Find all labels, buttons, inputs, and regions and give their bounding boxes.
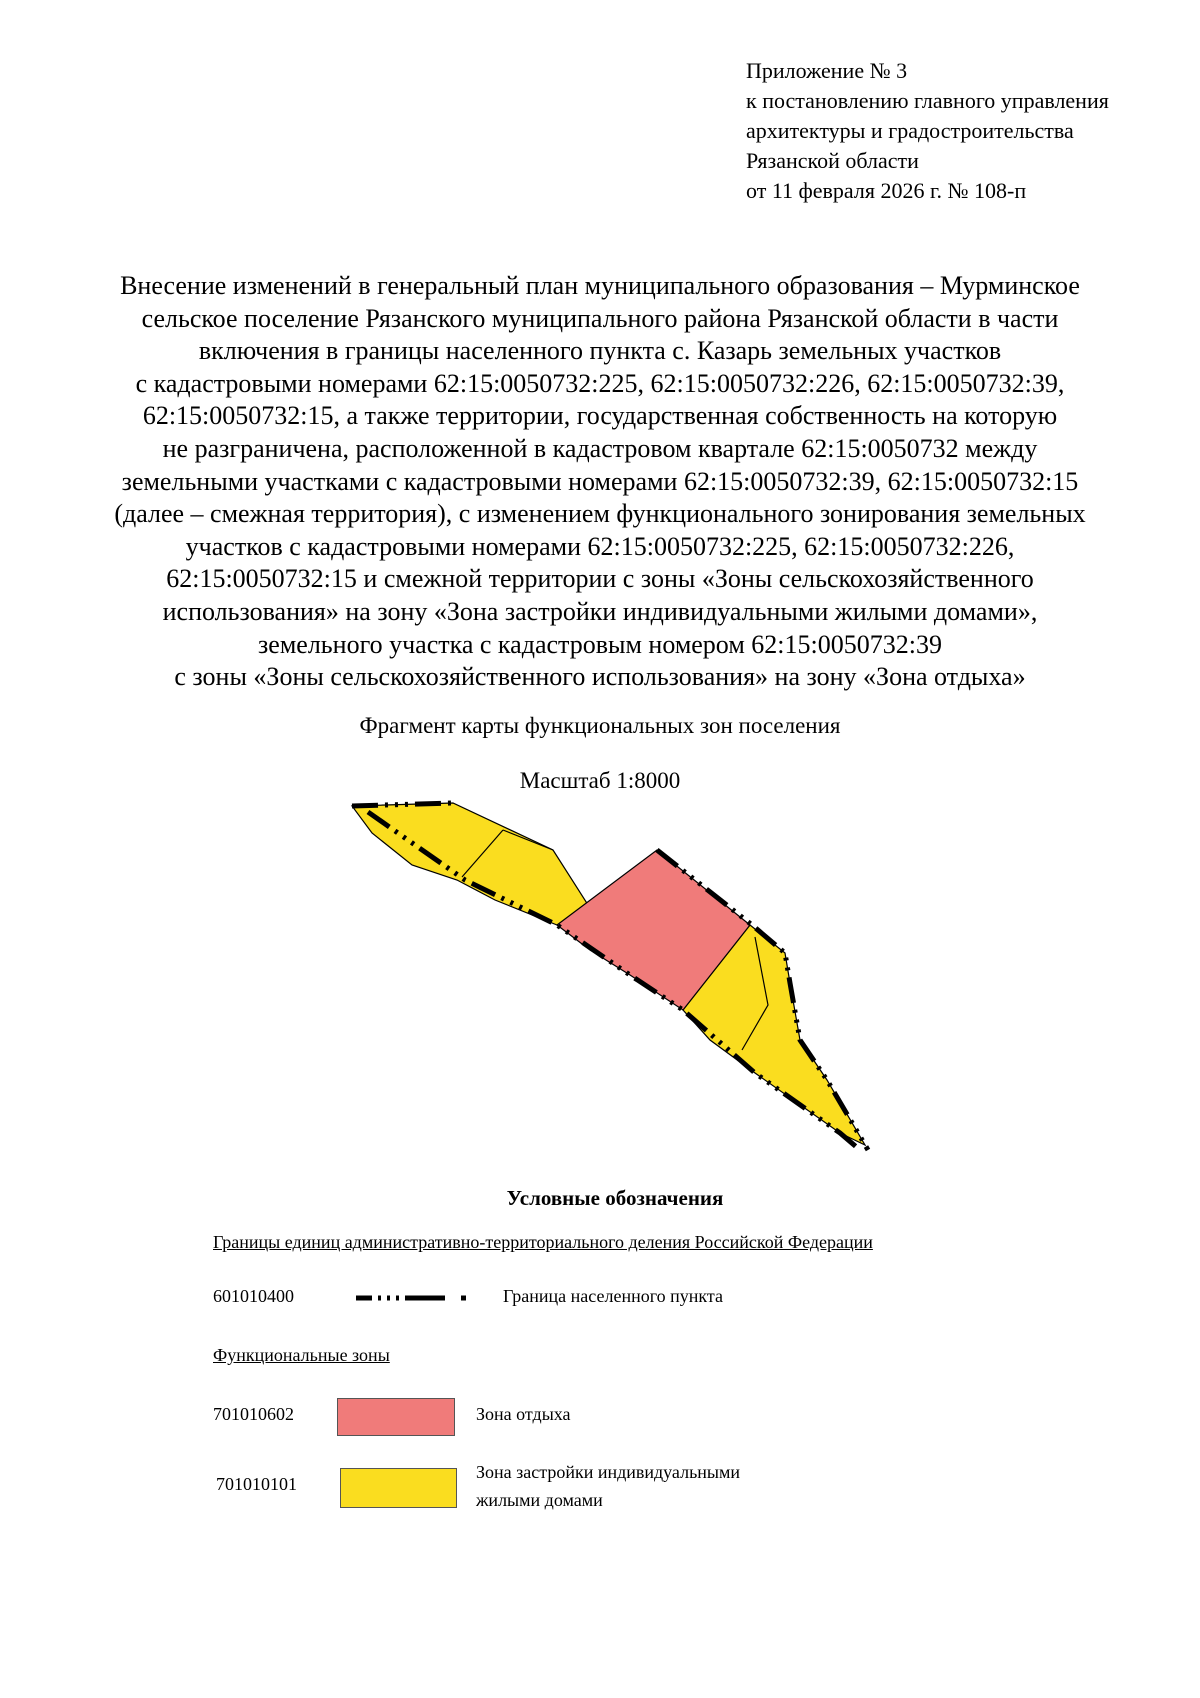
boundary-code: 601010400 [213, 1286, 294, 1306]
title-line: земельными участками с кадастровыми номерами 62:15:0050732:39, 62:15:0050732:15 [121, 466, 1079, 496]
title-line: (далее – смежная территория), с изменением функционального зонирования земельных [114, 499, 1086, 529]
annex-header [746, 56, 1186, 206]
zone-code-residential: 701010101 [216, 1474, 297, 1494]
zone-label-residential-line1: Зона застройки индивидуальными [476, 1462, 741, 1482]
title-line: не разграничена, расположенной в кадастровом квартале 62:15:0050732 между [162, 433, 1038, 463]
annex-line: Приложение № 3 [746, 58, 908, 83]
zone-map [0, 790, 1200, 1180]
boundary-label: Граница населенного пункта [503, 1286, 723, 1306]
residential-zone-west [352, 803, 590, 925]
title-line: земельного участка с кадастровым номером 62:15:0050732:39 [258, 629, 942, 659]
annex-line: архитектуры и градостроительства [746, 118, 1074, 143]
title-line: 62:15:0050732:15, а также территории, государственная собственность на которую [142, 401, 1058, 431]
zone-label-recreation: Зона отдыха [476, 1404, 571, 1424]
legend-section-zones: Функциональные зоны [213, 1345, 390, 1365]
zone-label-residential-line2: жилыми домами [476, 1490, 603, 1510]
legend-title: Условные обозначения [506, 1186, 724, 1210]
zone-swatch-residential [340, 1468, 457, 1508]
annex-line: от 11 февраля 2026 г. № 108-п [746, 178, 1027, 203]
map-scale: Масштаб 1:8000 [519, 768, 681, 793]
title-line: с зоны «Зоны сельскохозяйственного использования» на зону «Зона отдыха» [174, 662, 1026, 692]
legend-section-admin: Границы единиц административно-территориального деления Российской Федерации [213, 1232, 873, 1252]
map-subtitle: Фрагмент карты функциональных зон поселения [359, 713, 841, 738]
title-line: участков с кадастровыми номерами 62:15:0050732:225, 62:15:0050732:226, [185, 531, 1015, 561]
zone-code-recreation: 701010602 [213, 1404, 294, 1424]
title-line: Внесение изменений в генеральный план муниципального образования – Мурминское [120, 271, 1080, 300]
title-line: использования» на зону «Зона застройки индивидуальными жилыми домами», [162, 596, 1038, 626]
document-title [60, 270, 1140, 694]
title-line: сельское поселение Рязанского муниципального района Рязанской области в части [141, 303, 1059, 333]
title-line: с кадастровыми номерами 62:15:0050732:225, 62:15:0050732:226, 62:15:0050732:39, [135, 368, 1065, 398]
annex-line: Рязанской области [746, 148, 919, 173]
settlement-boundary [352, 803, 868, 1150]
title-line: включения в границы населенного пункта с. Казарь земельных участков [198, 336, 1002, 366]
annex-line: к постановлению главного управления [746, 88, 1109, 113]
zone-swatch-recreation [337, 1398, 455, 1436]
boundary-line-icon [354, 1290, 468, 1306]
title-line: 62:15:0050732:15 и смежной территории с зоны «Зоны сельскохозяйственного [166, 564, 1034, 594]
